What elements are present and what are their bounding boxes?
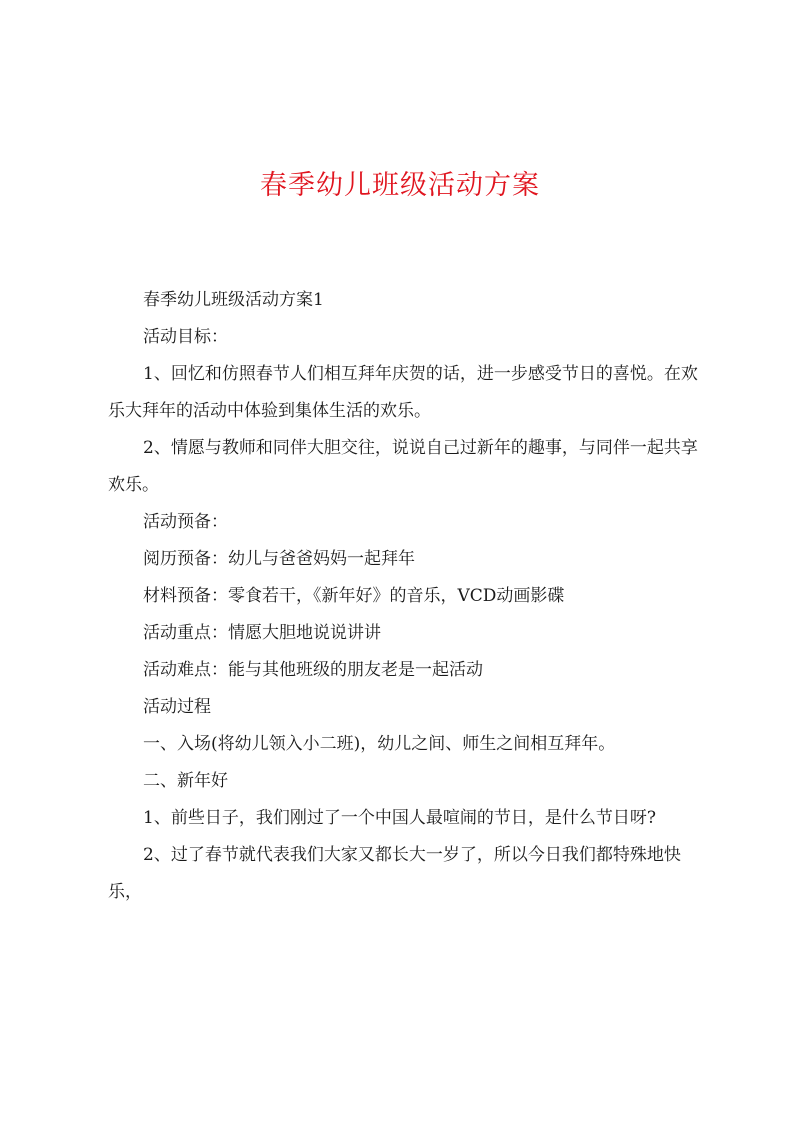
activity-focus: 活动重点：情愿大胆地说说讲讲 [143,623,381,643]
process-step-2: 二、新年好 [143,771,228,791]
document-body [108,282,702,911]
process-heading: 活动过程 [143,697,211,717]
process-substep-1: 1、前些日子，我们刚过了一个中国人最喧闹的节日，是什么节日呀? [143,808,656,828]
goal-item-1: 1、回忆和仿照春节人们相互拜年庆贺的话，进一步感受节日的喜悦。在欢乐大拜年的活动中体验到集体生活的欢乐。 [108,364,698,421]
process-step-1: 一、入场(将幼儿领入小二班)，幼儿之间、师生之间相互拜年。 [143,734,616,754]
experience-preparation: 阅历预备：幼儿与爸爸妈妈一起拜年 [143,549,415,569]
goals-heading: 活动目标： [143,327,228,347]
activity-difficulty: 活动难点：能与其他班级的朋友老是一起活动 [143,660,483,680]
preparation-heading: 活动预备： [143,512,228,532]
material-preparation: 材料预备：零食若干，《新年好》的音乐，VCD动画影碟 [143,586,565,606]
goal-item-2: 2、情愿与教师和同伴大胆交往，说说自己过新年的趣事，与同伴一起共享欢乐。 [108,438,698,495]
process-substep-2: 2、过了春节就代表我们大家又都长大一岁了，所以今日我们都特殊地快乐， [108,845,681,902]
section-heading: 春季幼儿班级活动方案1 [143,290,324,310]
document-title: 春季幼儿班级活动方案 [260,170,540,201]
